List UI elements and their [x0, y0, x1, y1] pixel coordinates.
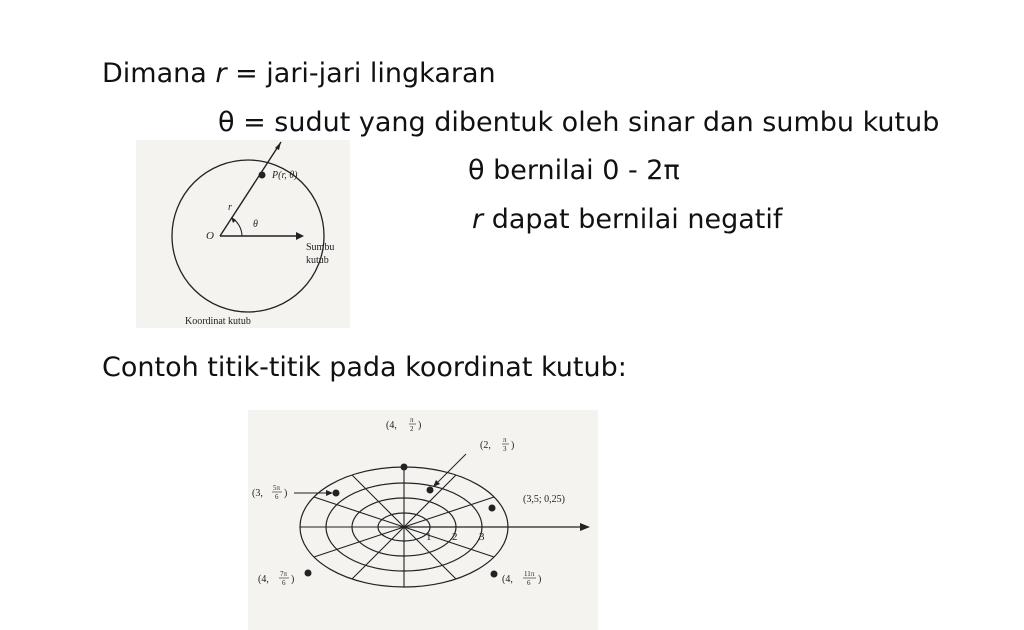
point-2-pi-over-3	[427, 487, 434, 494]
variable-r-2: r	[472, 204, 484, 235]
label-close-6: )	[538, 574, 542, 585]
label-close-5: )	[291, 574, 295, 585]
polar-grid-figure	[248, 410, 598, 630]
label-4-pi-over-2: (4,	[386, 420, 397, 431]
origin-label: O	[206, 230, 214, 242]
point-4-7pi-over-6	[305, 570, 312, 577]
example-heading: Contoh titik-titik pada koordinat kutub:	[102, 352, 627, 383]
point-labels	[252, 416, 565, 587]
point-4-pi-over-2	[401, 464, 408, 471]
definition-prefix: Dimana	[102, 58, 216, 89]
label-close-3: )	[284, 488, 288, 499]
point-4-11pi-over-6	[491, 571, 498, 578]
label-4-pi-over-2-num: π	[410, 416, 414, 424]
label-2-pi-over-3: (2,	[480, 440, 491, 451]
label-close-2: )	[511, 440, 515, 451]
label-3-5-0-25: (3,5; 0,25)	[523, 494, 565, 505]
spoke-210	[314, 527, 404, 557]
label-4-11pi-over-6: (4,	[502, 574, 513, 585]
polar-coordinate-figure	[136, 140, 350, 328]
polar-coordinate-svg	[136, 140, 350, 328]
label-4-7pi-over-6-den: 6	[282, 579, 286, 587]
point-p-label: P(r, θ)	[272, 170, 298, 181]
label-4-7pi-over-6: (4,	[258, 574, 269, 585]
arc-arrowhead	[231, 217, 236, 223]
tick-label-3: 3	[479, 531, 485, 543]
variable-r: r	[215, 58, 227, 89]
point-p	[259, 172, 266, 179]
axis-arrowhead	[580, 523, 590, 531]
label-4-11pi-over-6-den: 6	[527, 579, 531, 587]
tick-label-2: 2	[452, 531, 458, 543]
label-close-1: )	[418, 420, 422, 431]
label-4-11pi-over-6-num: 11π	[524, 570, 535, 578]
definition-r-line	[102, 58, 496, 90]
r-negative-text: dapat bernilai negatif	[483, 204, 783, 235]
spoke-30	[404, 497, 494, 527]
label-3-5pi-over-6-num: 5π	[273, 484, 281, 492]
spoke-150	[314, 497, 404, 527]
label-4-pi-over-2-den: 2	[410, 425, 414, 433]
leader-arrowhead-2	[326, 490, 333, 496]
point-3-5-0-25	[489, 505, 496, 512]
label-4-7pi-over-6-num: 7π	[280, 570, 288, 578]
radius-label: r	[228, 202, 232, 213]
theta-range-line: θ bernilai 0 - 2π	[468, 155, 680, 186]
axis-arrowhead	[296, 232, 304, 240]
figure-caption: Koordinat kutub	[185, 316, 251, 327]
label-3-5pi-over-6-den: 6	[275, 493, 279, 501]
r-negative-line	[472, 204, 782, 236]
radius-ray	[220, 142, 281, 236]
angle-label: θ	[253, 219, 258, 230]
label-3-5pi-over-6: (3,	[252, 488, 263, 499]
polar-grid-svg	[248, 410, 598, 630]
label-2-pi-over-3-num: π	[503, 436, 507, 444]
point-3-5pi-over-6	[333, 490, 340, 497]
axis-label-line1: Sumbu	[306, 242, 335, 253]
tick-label-1: 1	[426, 531, 432, 543]
definition-r-text: = jari-jari lingkaran	[226, 58, 496, 89]
definition-theta-line: θ = sudut yang dibentuk oleh sinar dan sumbu kutub	[218, 107, 940, 138]
label-2-pi-over-3-den: 3	[503, 445, 507, 453]
axis-label-line2: kutub	[306, 255, 329, 266]
